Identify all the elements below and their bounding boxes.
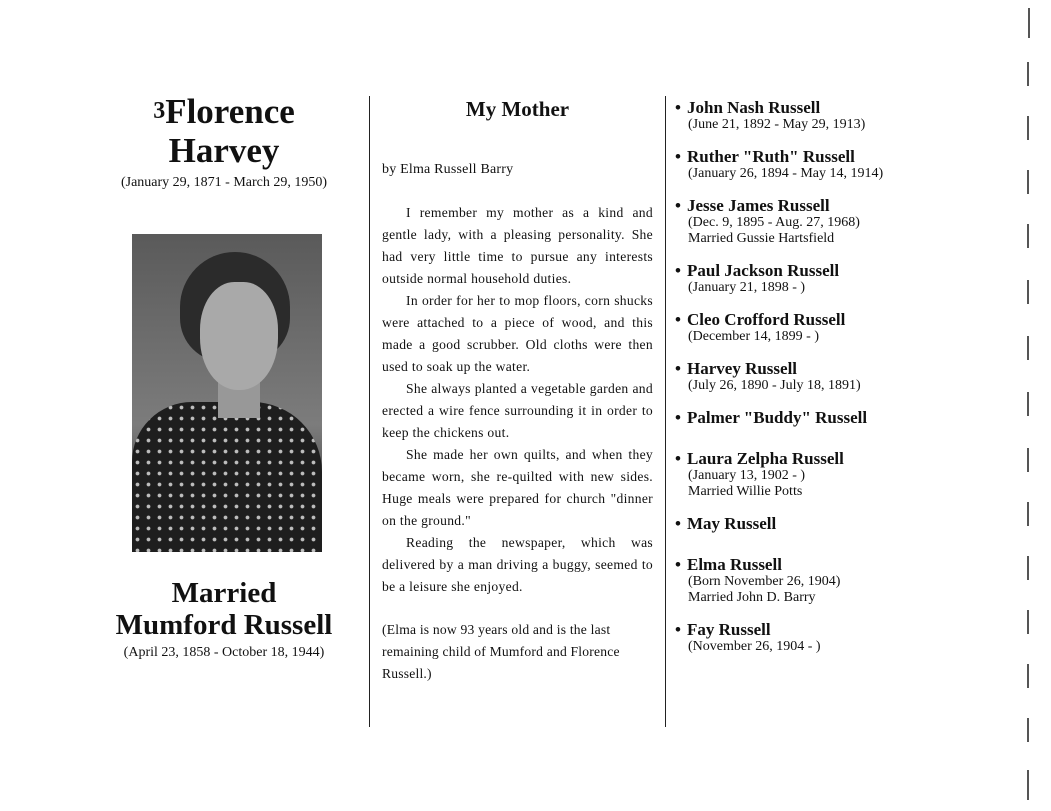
paragraph: She always planted a vegetable garden and erected a wire fence surrounding it in order to keep the chickens out. [382, 381, 653, 440]
child-dates: (January 13, 1902 - ) [688, 468, 806, 483]
child-spouse: Married John D. Barry [688, 590, 816, 605]
child-spouse: Married Gussie Hartsfield [688, 231, 835, 246]
child-dates: (January 26, 1894 - May 14, 1914) [688, 166, 884, 181]
child-name: Palmer "Buddy" Russell [687, 408, 868, 427]
first-name: Florence [165, 92, 295, 131]
list-item [675, 196, 975, 247]
list-item [675, 555, 975, 606]
paragraph: I remember my mother as a kind and gentle lady, with a pleasing personality. She had very little time to pursue any interests outside normal household duties. [382, 205, 653, 286]
column-divider-right [665, 96, 666, 727]
married-label: Married [171, 577, 277, 609]
bullet-icon: • [675, 310, 681, 329]
paragraph: In order for her to mop floors, corn shucks were attached to a piece of wood, and this made a good scrubber. Old cloths were then used to soak up the water. [382, 293, 653, 374]
list-item [675, 261, 975, 296]
bullet-icon: • [675, 408, 681, 427]
bullet-icon: • [675, 555, 681, 574]
list-item [675, 98, 975, 133]
article-title: My Mother [465, 97, 570, 121]
article-note: (Elma is now 93 years old and is the last remaining child of Mumford and Florence Russell.) [382, 622, 620, 681]
list-item [675, 359, 975, 394]
child-name: Jesse James Russell [687, 196, 830, 215]
child-name: Ruther "Ruth" Russell [687, 147, 855, 166]
life-dates: (January 29, 1871 - March 29, 1950) [120, 175, 328, 190]
child-dates: (November 26, 1904 - ) [688, 639, 821, 654]
child-name: May Russell [687, 514, 777, 533]
article-body [382, 202, 653, 598]
child-dates: (Dec. 9, 1895 - Aug. 27, 1968) [688, 215, 860, 230]
article [382, 96, 653, 685]
list-item [675, 449, 975, 500]
name-first-line [95, 92, 353, 131]
child-name: Paul Jackson Russell [687, 261, 840, 280]
bullet-icon: • [675, 359, 681, 378]
child-dates: (January 21, 1898 - ) [688, 280, 806, 295]
child-name: Elma Russell [687, 555, 782, 574]
child-name: Harvey Russell [687, 359, 798, 378]
child-name: Laura Zelpha Russell [687, 449, 844, 468]
last-name: Harvey [168, 131, 280, 170]
list-item [675, 514, 975, 533]
child-dates: (June 21, 1892 - May 29, 1913) [688, 117, 866, 132]
column-divider-left [369, 96, 370, 727]
bullet-icon: • [675, 514, 681, 533]
bullet-icon: • [675, 98, 681, 117]
generation-number: 3 [153, 98, 166, 124]
bullet-icon: • [675, 449, 681, 468]
bullet-icon: • [675, 196, 681, 215]
binding-marks [1024, 0, 1051, 811]
list-item [675, 310, 975, 345]
spouse-name: Mumford Russell [115, 609, 333, 641]
list-item [675, 147, 975, 182]
children-list [675, 98, 975, 669]
child-dates: (Born November 26, 1904) [688, 574, 841, 589]
spouse-dates: (April 23, 1858 - October 18, 1944) [123, 645, 325, 660]
child-spouse: Married Willie Potts [688, 484, 803, 499]
marriage-info [95, 577, 353, 662]
child-name: Cleo Crofford Russell [687, 310, 846, 329]
list-item [675, 620, 975, 655]
child-dates: (July 26, 1890 - July 18, 1891) [688, 378, 861, 393]
profile-heading [95, 92, 353, 192]
bullet-icon: • [675, 261, 681, 280]
paragraph: She made her own quilts, and when they became worn, she re-quilted with new sides. Huge meals were prepared for church "dinner on the ground." [382, 447, 653, 528]
child-name: John Nash Russell [687, 98, 821, 117]
child-name: Fay Russell [687, 620, 771, 639]
paragraph: Reading the newspaper, which was delivered by a man driving a buggy, seemed to be a leisure she enjoyed. [382, 535, 653, 594]
child-dates: (December 14, 1899 - ) [688, 329, 820, 344]
bullet-icon: • [675, 620, 681, 639]
portrait-photo [132, 234, 322, 552]
bullet-icon: • [675, 147, 681, 166]
article-byline: by Elma Russell Barry [382, 162, 514, 177]
list-item [675, 408, 975, 427]
